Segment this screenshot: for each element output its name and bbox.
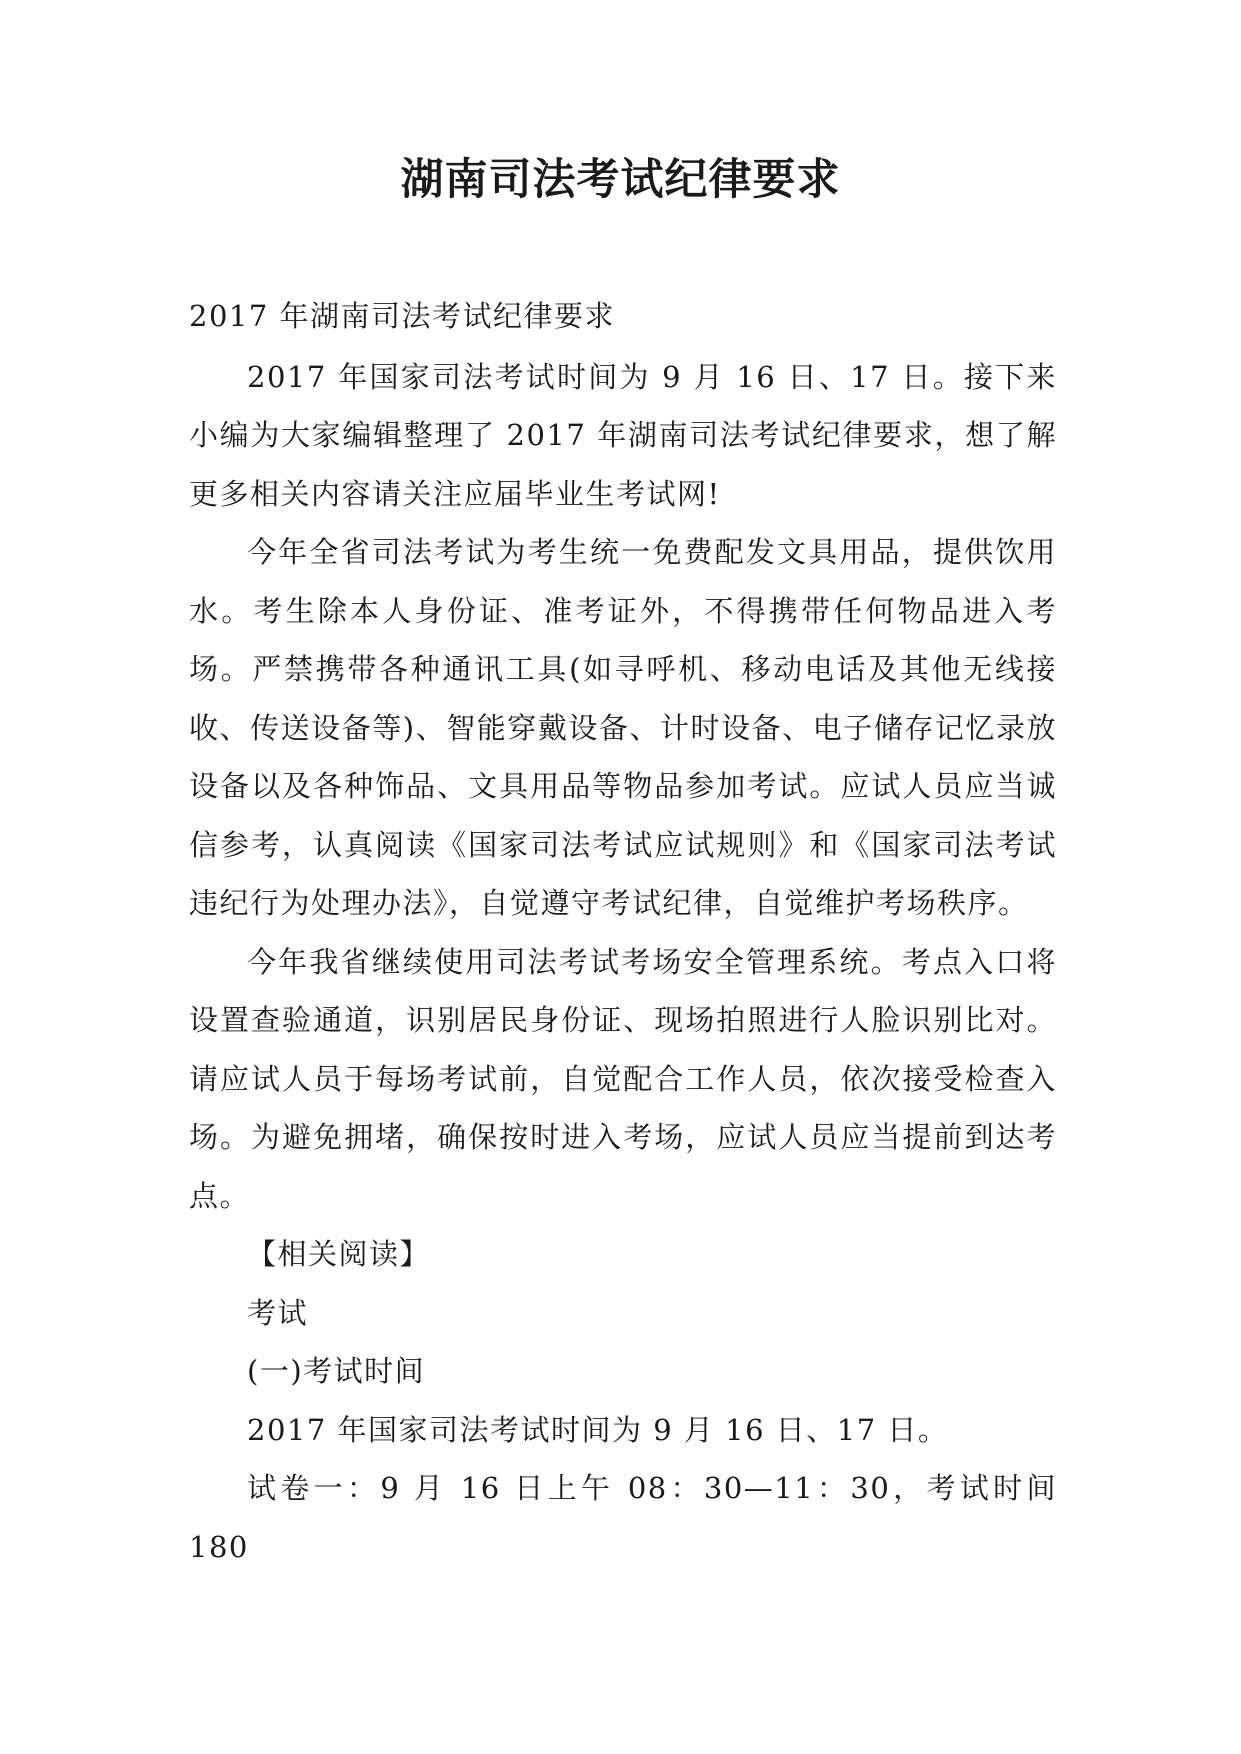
- document-title: 湖南司法考试纪律要求: [400, 155, 841, 205]
- body-paragraph: 今年全省司法考试为考生统一免费配发文具用品，提供饮用水。考生除本人身份证、准考证外，不得携带任何物品进入考场。严禁携带各种通讯工具(如寻呼机、移动电话及其他无线接收、传送设备等)、智能穿戴设备、计时设备、电子储存记忆录放设备以及各种饰品、文具用品等物品参加考试。应试人员应当诚信参考，认真阅读《国家司法考试应试规则》和《国家司法考试违纪行为处理办法》，自觉遵守考试纪律，自觉维护考场秩序。: [189, 535, 1057, 920]
- document-body: [189, 287, 1057, 1576]
- subsection-heading: (一)考试时间: [247, 1354, 426, 1388]
- section-heading: 考试: [247, 1295, 309, 1330]
- body-paragraph: 2017 年国家司法考试时间为 9 月 16 日、17 日。: [247, 1412, 949, 1447]
- related-reading-heading: 【相关阅读】: [247, 1237, 431, 1271]
- subtitle-paragraph: 2017 年湖南司法考试纪律要求: [189, 299, 616, 333]
- body-paragraph: 2017 年国家司法考试时间为 9 月 16 日、17 日。接下来小编为大家编辑整理了 2017 年湖南司法考试纪律要求，想了解更多相关内容请关注应届毕业生考试网!: [189, 359, 1057, 511]
- body-paragraph: 今年我省继续使用司法考试考场安全管理系统。考点入口将设置查验通道，识别居民身份证、现场拍照进行人脸识别比对。请应试人员于每场考试前，自觉配合工作人员，依次接受检查入场。为避免拥堵，确保按时进入考场，应试人员应当提前到达考点。: [189, 944, 1057, 1213]
- body-paragraph: 试卷一：9 月 16 日上午 08：30—11：30，考试时间 180: [189, 1471, 1057, 1564]
